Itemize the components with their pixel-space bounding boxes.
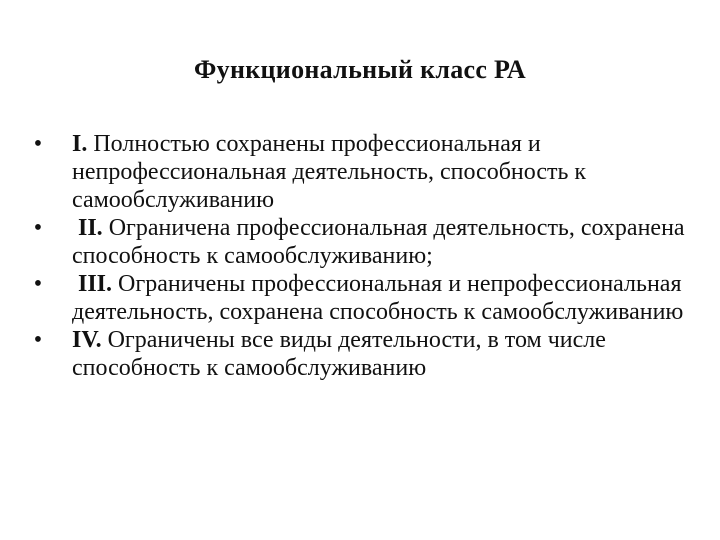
item-text: Полностью сохранены профессиональная и непрофессиональная деятельность, способность к самообслуживанию [72, 131, 587, 213]
slide-title: Функциональный класс РА [194, 55, 526, 84]
list-item-class-2 [0, 214, 700, 270]
item-text: Ограничены профессиональная и непрофессиональная деятельность, сохранена способность к самообслуживанию [72, 271, 684, 325]
item-numeral: IV. [72, 327, 102, 353]
bullet-list [0, 130, 700, 382]
list-item-class-1 [0, 130, 700, 214]
list-item-class-3 [0, 270, 700, 326]
bullet-dot-icon: • [33, 271, 43, 297]
list-item-class-4 [0, 326, 700, 382]
item-numeral: II. [78, 215, 103, 241]
bullet-dot-icon: • [33, 215, 43, 241]
item-numeral: III. [78, 271, 113, 297]
bullet-dot-icon: • [33, 327, 43, 353]
bullet-dot-icon: • [33, 131, 43, 157]
item-text: Ограничены все виды деятельности, в том числе способность к самообслуживанию [72, 327, 606, 381]
item-text: Ограничена профессиональная деятельность, сохранена способность к самообслуживанию; [72, 215, 685, 269]
item-numeral: I. [72, 131, 88, 157]
